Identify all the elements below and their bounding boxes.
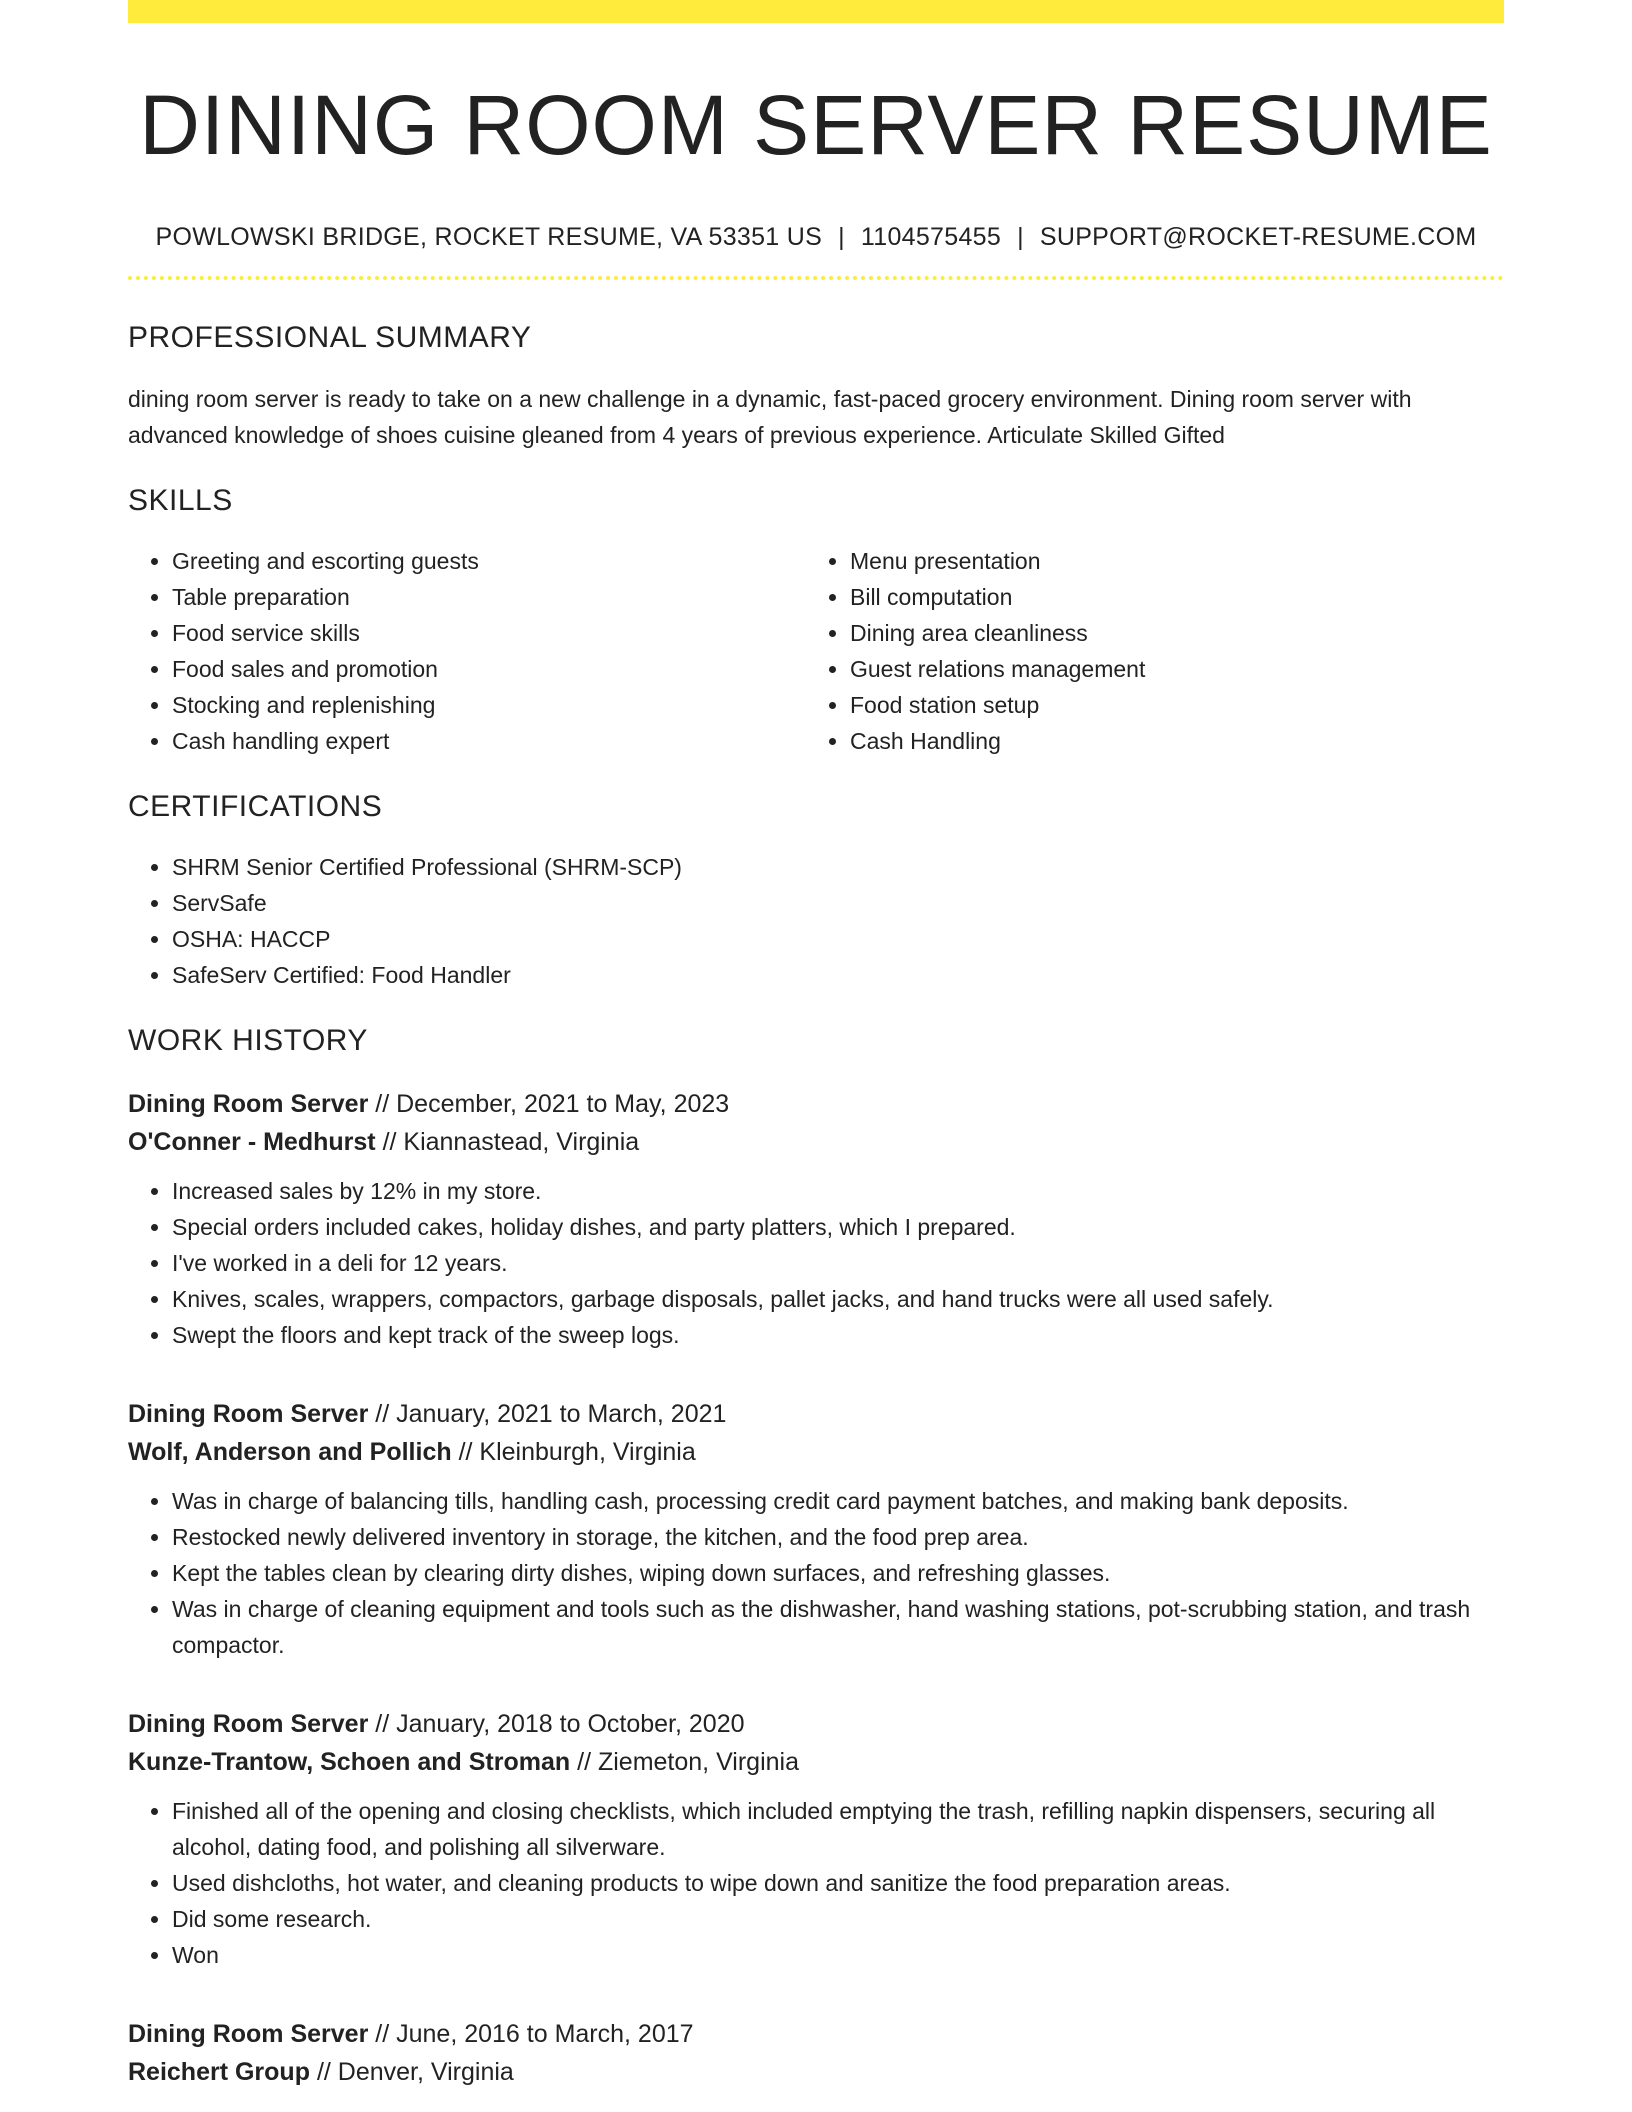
section-heading-certifications: CERTIFICATIONS xyxy=(128,790,383,823)
job-entry xyxy=(128,2015,1504,2091)
job-entry xyxy=(128,1395,1504,1663)
job-location: // Ziemeton, Virginia xyxy=(577,1748,799,1776)
job-company-line xyxy=(128,2053,1504,2091)
contact-separator: | xyxy=(1017,223,1024,251)
certification-item: • ServSafe xyxy=(172,885,1504,921)
job-bullets xyxy=(128,1793,1504,1973)
job-title: Dining Room Server xyxy=(128,1090,369,1118)
job-title: Dining Room Server xyxy=(128,2020,369,2048)
job-company-line xyxy=(128,1433,1504,1471)
job-bullet: • Did some research. xyxy=(172,1901,1504,1937)
certification-item: • SafeServ Certified: Food Handler xyxy=(172,957,1504,993)
job-company-line xyxy=(128,1743,1504,1781)
skill-item: • Table preparation xyxy=(172,579,806,615)
job-bullet: • Knives, scales, wrappers, compactors, garbage disposals, pallet jacks, and hand trucks were all used safely. xyxy=(172,1281,1504,1317)
job-bullet: • Swept the floors and kept track of the sweep logs. xyxy=(172,1317,1504,1353)
resume-title: DINING ROOM SERVER RESUME xyxy=(139,78,1493,172)
job-bullets xyxy=(128,1173,1504,1353)
job-company: Wolf, Anderson and Pollich xyxy=(128,1438,452,1466)
job-bullet: • Used dishcloths, hot water, and cleaning products to wipe down and sanitize the food preparation areas. xyxy=(172,1865,1504,1901)
job-entry xyxy=(128,1705,1504,1973)
skill-item: • Food service skills xyxy=(172,615,806,651)
contact-address: POWLOWSKI BRIDGE, ROCKET RESUME, VA 53351 US xyxy=(155,223,823,251)
skill-item: • Greeting and escorting guests xyxy=(172,543,806,579)
job-title-line xyxy=(128,1705,1504,1743)
summary-text: dining room server is ready to take on a new challenge in a dynamic, fast-paced grocery environment. Dining room server with advanced knowledge of shoes cuisine gleaned from 4 years of previous experience. Articulate Skilled Gifted xyxy=(128,386,1412,448)
skill-item: • Bill computation xyxy=(850,579,1484,615)
job-dates: // June, 2016 to March, 2017 xyxy=(375,2020,694,2048)
skill-item: • Cash Handling xyxy=(850,723,1484,759)
job-entry xyxy=(128,1085,1504,1353)
job-bullet: • Increased sales by 12% in my store. xyxy=(172,1173,1504,1209)
job-dates: // January, 2018 to October, 2020 xyxy=(375,1710,745,1738)
top-accent-bar xyxy=(128,0,1504,23)
job-title-line xyxy=(128,1085,1504,1123)
job-bullet: • Won xyxy=(172,1937,1504,1973)
skill-item: • Cash handling expert xyxy=(172,723,806,759)
job-bullet: • Special orders included cakes, holiday dishes, and party platters, which I prepared. xyxy=(172,1209,1504,1245)
job-company: Reichert Group xyxy=(128,2058,310,2086)
certifications-list xyxy=(128,849,1504,993)
job-company: O'Conner - Medhurst xyxy=(128,1128,376,1156)
section-heading-skills: SKILLS xyxy=(128,484,233,517)
job-title-line xyxy=(128,1395,1504,1433)
skill-item: • Menu presentation xyxy=(850,543,1484,579)
job-location: // Denver, Virginia xyxy=(316,2058,514,2086)
job-bullet: • Kept the tables clean by clearing dirty dishes, wiping down surfaces, and refreshing glasses. xyxy=(172,1555,1504,1591)
job-title-line xyxy=(128,2015,1504,2053)
resume-page xyxy=(128,0,1504,2091)
skill-item: • Food sales and promotion xyxy=(172,651,806,687)
skills-list-left xyxy=(128,543,806,759)
job-location: // Kleinburgh, Virginia xyxy=(458,1438,696,1466)
job-location: // Kiannastead, Virginia xyxy=(382,1128,640,1156)
skill-item: • Food station setup xyxy=(850,687,1484,723)
job-bullet: • I've worked in a deli for 12 years. xyxy=(172,1245,1504,1281)
certification-item: • SHRM Senior Certified Professional (SHRM-SCP) xyxy=(172,849,1504,885)
contact-line xyxy=(128,221,1504,253)
certification-item: • OSHA: HACCP xyxy=(172,921,1504,957)
skill-item: • Guest relations management xyxy=(850,651,1484,687)
dotted-divider xyxy=(128,276,1504,280)
job-bullets xyxy=(128,1483,1504,1663)
job-dates: // December, 2021 to May, 2023 xyxy=(375,1090,730,1118)
contact-separator: | xyxy=(838,223,845,251)
job-title: Dining Room Server xyxy=(128,1710,369,1738)
skills-columns xyxy=(128,543,1504,759)
job-company: Kunze-Trantow, Schoen and Stroman xyxy=(128,1748,571,1776)
job-company-line xyxy=(128,1123,1504,1161)
job-bullet: • Finished all of the opening and closing checklists, which included emptying the trash, refilling napkin dispensers, securing all alcohol, dating food, and polishing all silverware. xyxy=(172,1793,1504,1865)
contact-phone: 1104575455 xyxy=(860,223,1002,251)
job-bullet: • Restocked newly delivered inventory in storage, the kitchen, and the food prep area. xyxy=(172,1519,1504,1555)
skill-item: • Dining area cleanliness xyxy=(850,615,1484,651)
skill-item: • Stocking and replenishing xyxy=(172,687,806,723)
job-dates: // January, 2021 to March, 2021 xyxy=(375,1400,727,1428)
skills-list-right xyxy=(806,543,1484,759)
job-bullet: • Was in charge of balancing tills, handling cash, processing credit card payment batches, and making bank deposits. xyxy=(172,1483,1504,1519)
section-heading-summary: PROFESSIONAL SUMMARY xyxy=(128,321,532,354)
section-heading-work-history: WORK HISTORY xyxy=(128,1024,368,1057)
contact-email: SUPPORT@ROCKET-RESUME.COM xyxy=(1039,223,1477,251)
job-title: Dining Room Server xyxy=(128,1400,369,1428)
job-bullet: • Was in charge of cleaning equipment and tools such as the dishwasher, hand washing stations, pot-scrubbing station, and trash compactor. xyxy=(172,1591,1504,1663)
